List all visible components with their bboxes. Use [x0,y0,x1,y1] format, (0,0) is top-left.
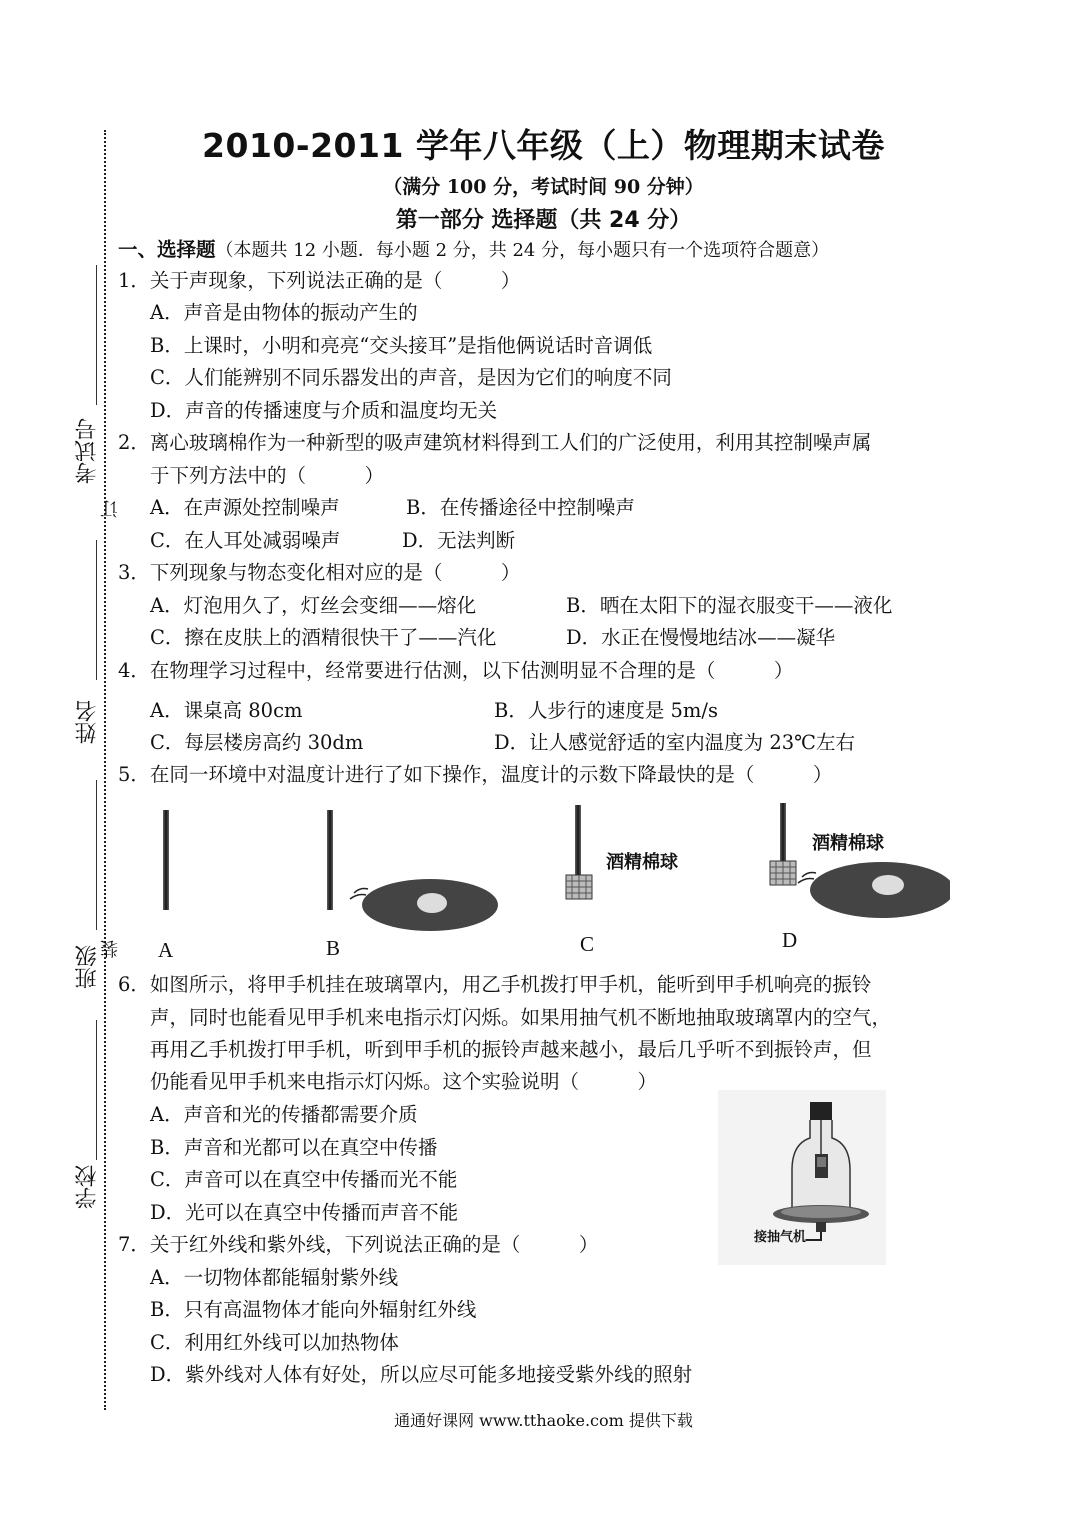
section-desc: （本题共 12 小题．每小题 2 分，共 24 分，每小题只有一个选项符合题意） [215,240,830,261]
q3-option-c: C．擦在皮肤上的酒精很快干了——汽化 [150,626,497,649]
q7-option-b: B．只有高温物体才能向外辐射红外线 [150,1298,477,1321]
q3-option-d: D．水正在慢慢地结冰——凝华 [566,626,836,649]
part-title: 第一部分 选择题（共 24 分） [395,208,692,233]
name-label: 姓名 [75,700,100,744]
q1-option-d: D．声音的传播速度与介质和温度均无关 [150,399,498,422]
footer-credit: 通通好课网 www.tthaoke.com 提供下载 [394,1411,693,1430]
q6-option-d: D．光可以在真空中传播而声音不能 [150,1201,459,1224]
q7-option-d: D．紫外线对人体有好处，所以应尽可能多地接受紫外线的照射 [150,1363,693,1386]
page-title: 2010-2011 学年八年级（上）物理期末试卷 [202,126,885,165]
class-underline [96,780,97,930]
q5-fig-label-d: D [782,928,798,952]
page-subtitle: （满分 100 分，考试时间 90 分钟） [383,176,704,198]
q2-option-b: B．在传播途径中控制噪声 [406,496,635,519]
q6-option-a: A．声音和光的传播都需要介质 [150,1103,418,1126]
zhuang-label: 装 [100,940,121,958]
q6-stem-line4: 仍能看见甲手机来电指示灯闪烁。这个实验说明（ ） [150,1070,658,1093]
thermometer-b-icon [327,810,333,910]
pump-label: 接抽气机 [754,1230,807,1245]
q6-stem-line3: 再用乙手机拨打甲手机，听到甲手机的振铃声越来越小，最后几乎听不到振铃声，但 [150,1038,872,1061]
q1-option-c: C．人们能辨别不同乐器发出的声音，是因为它们的响度不同 [150,366,672,389]
binding-line-dotted [104,130,106,1410]
q7-stem: 7．关于红外线和紫外线，下列说法正确的是（ ） [118,1233,599,1256]
q4-stem: 4．在物理学习过程中，经常要进行估测，以下估测明显不合理的是（ ） [118,659,794,682]
q6-option-c: C．声音可以在真空中传播而光不能 [150,1168,458,1191]
q3-stem: 3．下列现象与物态变化相对应的是（ ） [118,561,521,584]
q4-option-c: C．每层楼房高约 30dm [150,731,364,754]
q5-figure [130,795,950,965]
class-label: 班级 [75,945,100,989]
q6-option-b: B．声音和光都可以在真空中传播 [150,1136,438,1159]
exam-no-underline [96,265,97,405]
q5-fig-label-b: B [326,936,341,960]
q2-option-d: D．无法判断 [402,529,516,552]
q2-stem-line2: 于下列方法中的（ ） [150,464,385,487]
school-underline [96,1020,97,1160]
q4-option-d: D．让人感觉舒适的室内温度为 23℃左右 [494,731,855,754]
q2-option-c: C．在人耳处减弱噪声 [150,529,341,552]
q2-stem-line1: 2．离心玻璃棉作为一种新型的吸声建筑材料得到工人们的广泛使用，利用其控制噪声属 [118,431,872,454]
q5-stem: 5．在同一环境中对温度计进行了如下操作，温度计的示数下降最快的是（ ） [118,763,833,786]
q1-option-b: B．上课时，小明和亮亮“交头接耳”是指他俩说话时音调低 [150,334,653,357]
q3-option-b: B．晒在太阳下的湿衣服变干——液化 [566,594,893,617]
fan-d-icon [798,862,950,918]
q1-option-a: A．声音是由物体的振动产生的 [150,301,418,324]
exam-no-label: 考试号 [75,418,100,484]
q7-option-c: C．利用红外线可以加热物体 [150,1331,399,1354]
q5-cotton-label-c: 酒精棉球 [606,852,678,873]
q6-stem-line1: 6．如图所示，将甲手机挂在玻璃罩内，用乙手机拨打甲手机，能听到甲手机响亮的振铃 [118,973,872,996]
ding-label: 订 [100,500,121,518]
q1-stem: 1．关于声现象，下列说法正确的是（ ） [118,269,521,292]
q5-fig-label-c: C [580,932,595,956]
name-underline [96,540,97,680]
q4-option-b: B．人步行的速度是 5m/s [494,699,719,722]
q3-option-a: A．灯泡用久了，灯丝会变细——熔化 [150,594,477,617]
q6-stem-line2: 声，同时也能看见甲手机来电指示灯闪烁。如果用抽气机不断地抽取玻璃罩内的空气， [150,1006,892,1029]
q4-option-a: A．课桌高 80cm [150,699,303,722]
q7-option-a: A．一切物体都能辐射紫外线 [150,1266,399,1289]
thermometer-a-icon [163,810,169,910]
school-label: 学校 [75,1165,100,1209]
q5-cotton-label-d: 酒精棉球 [812,833,884,854]
fan-b-icon [350,879,498,931]
phone-icon [815,1154,828,1178]
q5-fig-label-a: A [158,938,174,962]
section-heading [118,236,829,265]
q2-option-a: A．在声源处控制噪声 [150,496,340,519]
section-label: 一、选择题 [118,238,216,261]
thermometer-c-icon [566,805,592,899]
thermometer-d-icon [770,803,796,885]
